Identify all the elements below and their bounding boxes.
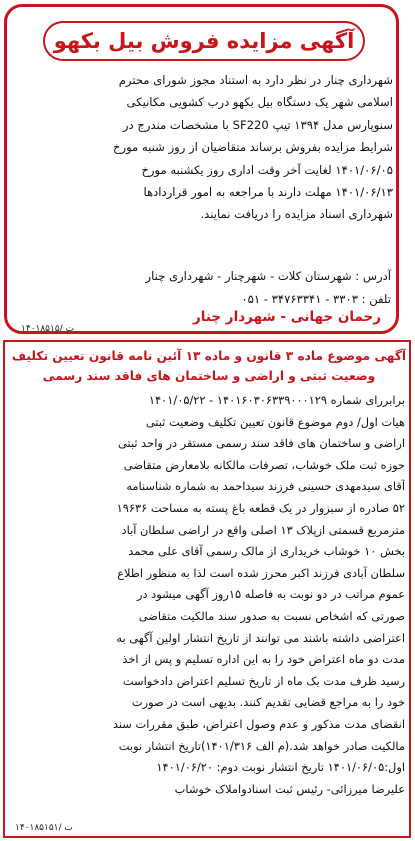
auction-line: ۱۴۰۱/۰۶/۱۳ مهلت دارند با مراجعه به امور قراردادها	[143, 185, 393, 200]
registration-line: مدت دو ماه اعتراض خود را به این اداره تسلیم و پس از اخذ	[122, 652, 405, 667]
registration-line: علیرضا میرزائی- رئیس ثبت اسنادواملاک خوشاب	[174, 781, 405, 796]
auction-address: آدرس : شهرستان کلات - شهرچنار - شهرداری چنار	[145, 269, 391, 283]
registration-line: اراضی و ساختمان های فاقد سند رسمی مستقر در واحد ثبتی	[118, 436, 405, 451]
registration-line: عموم مراتب در دو نوبت به فاصله ۱۵روز آگهی میشود در	[136, 587, 405, 602]
registration-line: سلطان آبادی فرزند اکبر محرز شده است لذا به منظور اطلاع	[117, 565, 405, 580]
auction-line: شهرداری اسناد مزایده را دریافت نمایند.	[200, 207, 393, 222]
registration-line: ۵۲ صادره از سبزوار در یک قطعه باغ پسته به مساحت ۱۹۶۳۶	[116, 500, 405, 515]
auction-title-frame	[43, 21, 365, 61]
auction-line: اسلامی شهر یک دستگاه بیل بکهو درب کشویی مکانیکی	[126, 95, 393, 110]
registration-line: مترمربع قسمتی ازپلاک ۱۳ اصلی واقع در اراضی سلطان آباد	[121, 522, 405, 537]
registration-notice	[3, 340, 411, 838]
registration-line: مالکیت صادر خواهد شد.(م الف ۱۴۰۱/۳۱۶)تاریخ انتشار نوبت	[118, 738, 405, 753]
auction-line: شهرداری چنار در نظر دارد به استناد مجوز شورای محترم	[118, 73, 393, 87]
auction-code: ۱۴۰۱۸۵۱۵/ ت	[21, 324, 75, 334]
registration-line: رسید ظرف مدت یک ماه از تاریخ تسلیم اعتراض دادخواست	[122, 673, 405, 688]
registration-line: صورتی که اشخاص نسبت به صدور سند مالکیت متقاضی	[138, 608, 405, 623]
auction-line: ۱۴۰۱/۰۶/۰۵ لغایت آخر وقت اداری روز یکشنبه مورخ	[141, 162, 393, 177]
registration-line: هیات اول/ دوم موضوع قانون تعیین تکلیف وضعیت ثبتی	[145, 414, 405, 429]
registration-line: برابررای شماره ۱۴۰۱۶۰۳۰۶۳۳۹۰۰۰۱۲۹ - ۱۴۰۱/۰۵/۲۲	[148, 393, 405, 407]
registration-line: آقای سیدمهدی حسینی فرزند سیداحمد به شماره شناسنامه	[126, 479, 405, 494]
auction-body	[21, 69, 393, 226]
registration-code: ۱۴۰۱۸۵۱۵۱/ ت	[15, 823, 73, 833]
auction-notice	[4, 4, 399, 334]
auction-title: آگهی مزایده فروش بیل بکهو	[53, 29, 355, 53]
registration-line: حوزه ثبت ملک خوشاب، تصرفات مالکانه بلامعارض متقاضی	[123, 457, 405, 472]
registration-title-line1: آگهی موضوع ماده ۳ قانون و ماده ۱۳ آئین نامه قانون تعیین تکلیف	[11, 349, 407, 363]
registration-line: اعتراضی داشته باشند می توانند از تاریخ انتشار اولین آگهی به	[116, 630, 405, 645]
registration-title-line2: وضعیت ثبتی و اراضی و ساختمان های فاقد سند رسمی	[42, 369, 376, 383]
registration-body	[13, 390, 405, 800]
registration-line: خود را به مراجع قضایی تقدیم کنند. بدیهی است در صورت	[131, 695, 405, 710]
auction-signature: رحمان جهانی - شهردار چنار	[193, 309, 381, 325]
registration-line: بخش ۱۰ خوشاب خریداری از مالک رسمی آقای علی محمد	[128, 544, 405, 559]
registration-line: اول:۱۴۰۱/۰۶/۰۵ تاریخ انتشار نوبت دوم: ۱۴۰۱/۰۶/۲۰	[156, 760, 405, 775]
auction-line: سنوپارس مدل ۱۳۹۴ تیپ SF220 با مشخصات مندرج در	[122, 117, 393, 132]
registration-title	[11, 346, 407, 386]
registration-line: انقضای مدت مذکور و عدم وصول اعتراض، طبق مقررات سند	[112, 716, 405, 731]
auction-line: شرایط مزایده بفروش برساند متقاضیان از روز شنبه مورخ	[112, 140, 393, 155]
auction-phone: تلفن : ۳۳۰۳ - ۳۴۷۶۳۳۴۱ - ۰۵۱	[241, 292, 391, 306]
